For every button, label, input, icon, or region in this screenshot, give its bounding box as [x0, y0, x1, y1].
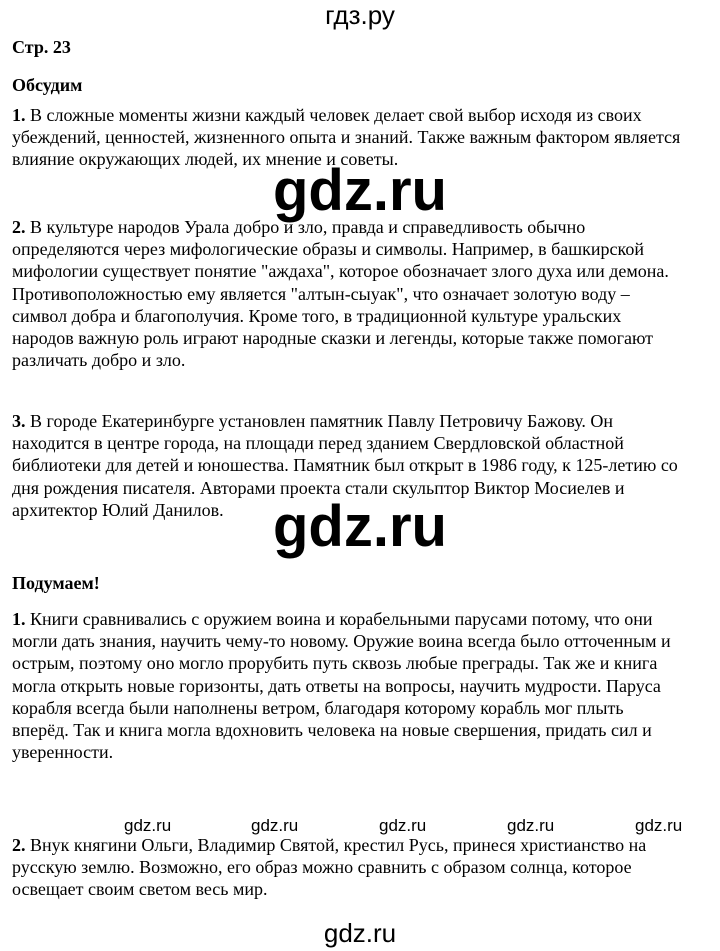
section-title-think: Подумаем! — [12, 573, 100, 593]
watermark-small: gdz.ru — [635, 816, 683, 835]
paragraph-line: корабля всегда были наполнены ветром, благодаря которому корабль мог плыть — [12, 697, 624, 718]
watermark-small: gdz.ru — [379, 816, 427, 835]
paragraph-line: могли дать знания, научить чему-то новому. Оружие воина всегда было отточенным и — [12, 631, 671, 652]
paragraph-line: русскую землю. Возможно, его образ можно сравнить с образом солнца, которое — [12, 857, 632, 878]
think-paragraph-1 — [12, 608, 702, 763]
paragraph-number: 1. — [12, 609, 26, 629]
watermark-small: gdz.ru — [124, 816, 172, 835]
paragraph-line: убеждений, ценностей, жизненного опыта и знаний. Также важным фактором является — [12, 127, 681, 148]
paragraph-line: влияние окружающих людей, их мнение и советы. — [12, 149, 399, 170]
paragraph-line: В культуре народов Урала добро и зло, правда и справедливость обычно — [25, 217, 586, 237]
paragraph-line: различать добро и зло. — [12, 350, 186, 371]
paragraph-line: В городе Екатеринбурге установлен памятник Павлу Петровичу Бажову. Он — [25, 411, 614, 431]
section-title-discuss: Обсудим — [12, 75, 83, 95]
paragraph-line: вперёд. Так и книга могла вдохновить человека на новые свершения, придать сил и — [12, 720, 652, 741]
watermark-large: gdz.ru — [273, 494, 447, 559]
paragraph-line: дня рождения писателя. Авторами проекта стали скульптор Виктор Мосиелев и — [12, 477, 625, 498]
paragraph-line: Книги сравнивались с оружием воина и корабельными парусами потому, что они — [25, 609, 653, 629]
paragraph-line: мифологии существует понятие "аждаха", которое обозначает злого духа или демона. — [12, 261, 669, 282]
paragraph-line: В сложные моменты жизни каждый человек делает свой выбор исходя из своих — [25, 105, 642, 125]
paragraph-line: библиотеки для детей и юношества. Памятник был открыт в 1986 году, к 125-летию со — [12, 455, 678, 476]
paragraph-line: архитектор Юлий Данилов. — [12, 499, 224, 520]
paragraph-number: 2. — [12, 217, 26, 237]
paragraph-line: находится в центре города, на площади перед зданием Свердловской областной — [12, 433, 624, 454]
paragraph-line: определяются через мифологические образы и символы. Например, в башкирской — [12, 239, 644, 260]
watermark-small: gdz.ru — [507, 816, 555, 835]
paragraph-line: народов важную роль играют народные сказки и легенды, которые также помогают — [12, 328, 654, 349]
paragraph-line: Внук княгини Ольги, Владимир Святой, крестил Русь, принеся христианство на — [25, 835, 647, 855]
site-footer-logo: gdz.ru — [323, 918, 397, 948]
paragraph-line: уверенности. — [12, 742, 114, 763]
think-paragraph-2 — [12, 834, 702, 901]
paragraph-line: острым, поэтому оно могло прорубить путь сквозь любые преграды. Так же и книга — [12, 653, 658, 674]
site-header-logo: гдз.ру — [325, 0, 395, 30]
watermark-large: gdz.ru — [273, 158, 447, 223]
paragraph-number: 2. — [12, 835, 26, 855]
watermark-small: gdz.ru — [251, 816, 299, 835]
paragraph-number: 1. — [12, 105, 26, 125]
paragraph-line: Противоположностью ему является "алтын-сыуак", что означает золотую воду – — [12, 283, 630, 304]
page-label: Стр. 23 — [12, 37, 71, 57]
paragraph-line: могла открыть новые горизонты, дать ответы на вопросы, научить мудрости. Паруса — [12, 675, 661, 696]
discuss-paragraph-2 — [12, 216, 702, 371]
paragraph-line: символ добра и благополучия. Кроме того, в традиционной культуре уральских — [12, 305, 622, 326]
paragraph-number: 3. — [12, 411, 26, 431]
paragraph-line: освещает своим светом весь мир. — [12, 879, 268, 900]
